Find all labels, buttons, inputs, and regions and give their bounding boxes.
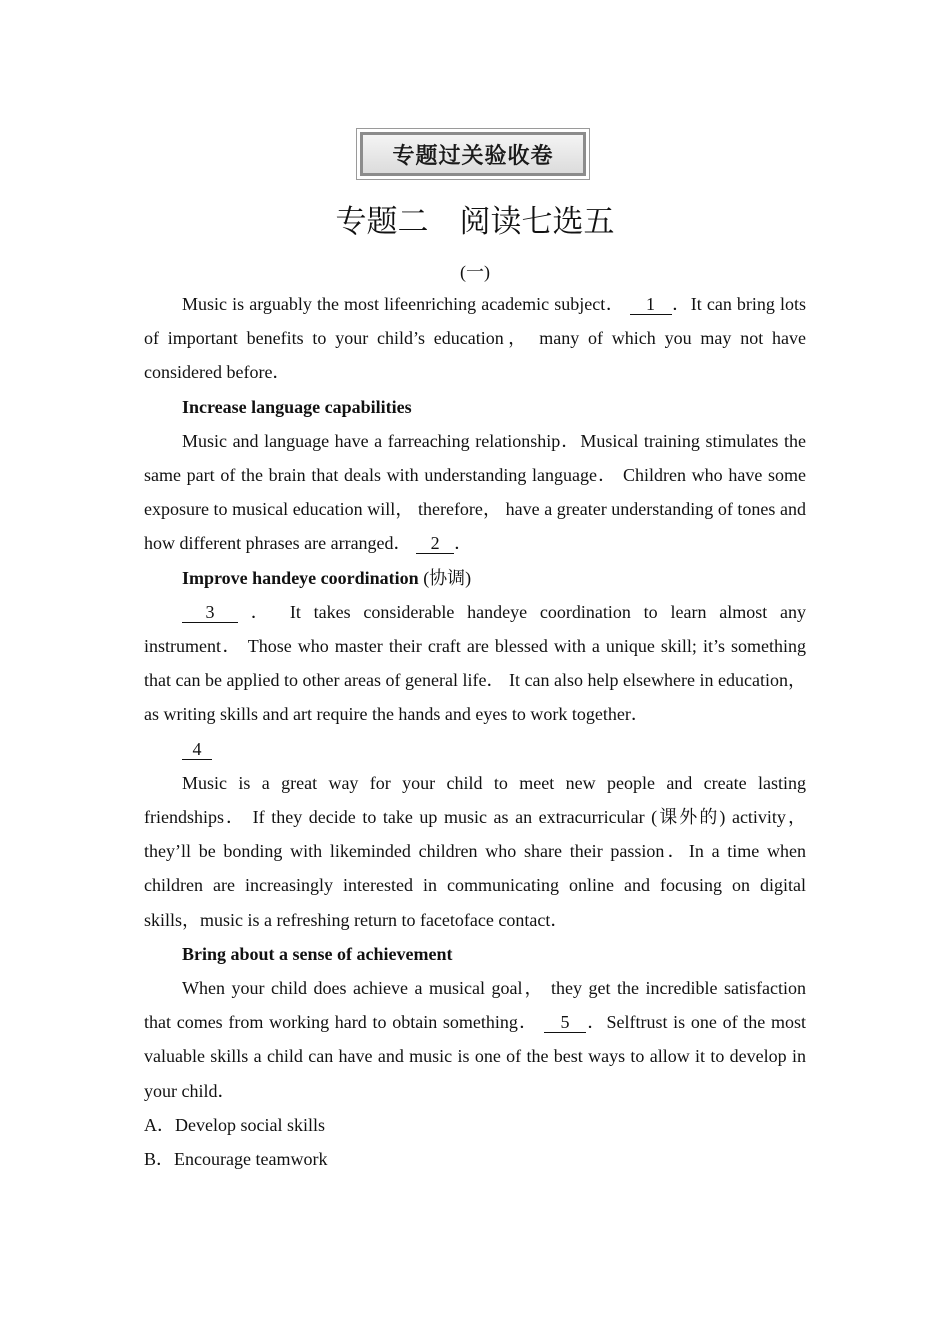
answer-blank-5[interactable]: 5 xyxy=(544,1012,586,1033)
heading-achievement: Bring about a sense of achievement xyxy=(182,943,453,964)
option-label: B． xyxy=(144,1149,175,1170)
answer-blank-3[interactable]: 3 xyxy=(182,602,238,623)
heading-coordination xyxy=(144,561,806,595)
reading-passage xyxy=(144,287,806,1176)
heading-note: (协调) xyxy=(423,567,472,588)
page-title: 专题二 阅读七选五 xyxy=(335,204,615,240)
heading-text: Improve handeye coordination xyxy=(182,567,419,588)
option-text: Encourage teamwork xyxy=(174,1149,328,1170)
section-number: (一) xyxy=(460,262,490,282)
paragraph-5 xyxy=(144,971,806,1108)
section-badge xyxy=(356,128,590,180)
paragraph-text: When your child does achieve a musical goal， they get the incredible satisfaction that comes from working hard to obtain something． xyxy=(144,978,806,1033)
option-a xyxy=(144,1108,806,1142)
paragraph-2 xyxy=(144,424,806,561)
paragraph-text: ．It can bring lots of important benefits to your child’s education， many of which you may not have considered before． xyxy=(144,294,807,383)
paragraph-4: Music is a great way for your child to meet new people and create lasting friendships． If they decide to take up music as an extracurricular (课外的) activity，they’ll be bonding with likeminded children who share their passion．In a time when children are increasingly interested in communicating online and focusing on digital skills，music is a refreshing return to facetoface contact． xyxy=(144,772,806,930)
option-b xyxy=(144,1142,806,1176)
paragraph-3 xyxy=(144,595,806,732)
option-label: A． xyxy=(144,1114,175,1135)
heading-blank-row xyxy=(144,732,806,766)
answer-blank-1[interactable]: 1 xyxy=(630,294,672,315)
option-text: Develop social skills xyxy=(175,1114,325,1135)
paragraph-text: ． xyxy=(454,533,473,554)
answer-blank-4[interactable]: 4 xyxy=(182,739,212,760)
answer-blank-2[interactable]: 2 xyxy=(416,533,454,554)
paragraph-text: ． It takes considerable handeye coordination to learn almost any instrument． Those who master their craft are blessed with a unique skill; it’s something that can be applied to other areas of general life． It can also help elsewhere in education，as writing skills and art require the hands and eyes to work together． xyxy=(144,601,807,725)
badge-label: 专题过关验收卷 xyxy=(360,132,586,176)
paragraph-text: ．Selftrust is one of the most valuable skills a child can have and music is one of the best ways to allow it to develop in your child． xyxy=(144,1012,807,1101)
paragraph-text: Music and language have a farreaching relationship．Musical training stimulates the same part of the brain that deals with understanding language． Children who have some exposure to musical education will， therefore， have a greater understanding of tones and how different phrases are arranged． xyxy=(144,430,806,554)
heading-language: Increase language capabilities xyxy=(182,396,412,417)
paragraph-1 xyxy=(144,287,806,390)
paragraph-text: Music is arguably the most lifeenriching academic subject． xyxy=(182,294,625,314)
